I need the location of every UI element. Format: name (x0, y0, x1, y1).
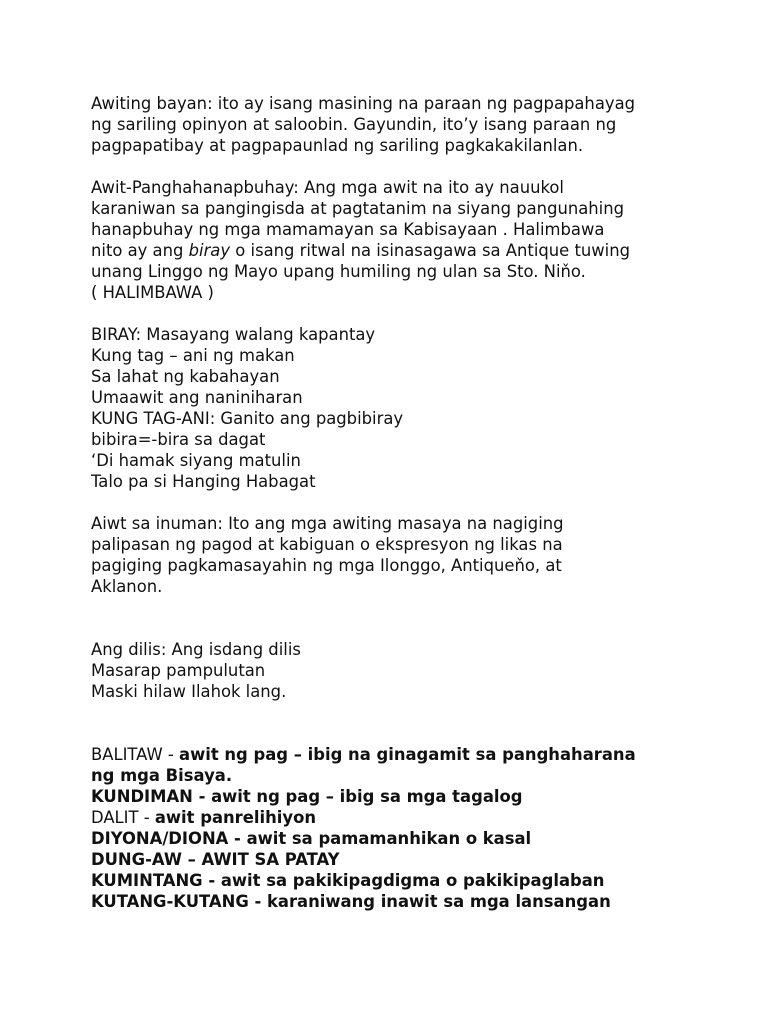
song-line: Umaawit ang naniniharan (91, 388, 303, 407)
text-segment: nito ay ang (91, 241, 189, 260)
paragraph-spacer (91, 597, 741, 639)
text-line: pagpapatibay at pagpapaunlad ng sariling pagkakakilanlan. (91, 136, 584, 155)
text-line: ( HALIMBAWA ) (91, 283, 214, 302)
paragraph-spacer (91, 156, 741, 177)
term-label: DALIT - (91, 808, 155, 827)
paragraph-spacer (91, 492, 741, 513)
text-line: hanapbuhay ng mga mamamayan sa Kabisayaan . Halimbawa (91, 220, 605, 239)
paragraph-spacer (91, 303, 741, 324)
song-type-dungaw: DUNG-AW – AWIT SA PATAY (91, 850, 340, 869)
term-label: BALITAW - (91, 745, 180, 764)
text-line: Awit-Panghahanapbuhay: Ang mga awit na ito ay nauukol (91, 178, 564, 197)
text-line (91, 240, 741, 261)
song-line: ‘Di hamak siyang matulin (91, 451, 301, 470)
text-line: ng sariling opinyon at saloobin. Gayundin, ito’y isang paraan ng (91, 115, 617, 134)
song-type-diyona: DIYONA/DIONA - awit sa pamamanhikan o kasal (91, 829, 532, 848)
song-type-dalit (91, 807, 741, 828)
paragraph-spacer (91, 702, 741, 744)
song-line: BIRAY: Masayang walang kapantay (91, 325, 376, 344)
text-line: karaniwan sa pangingisda at pagtatanim na siyang pangunahing (91, 199, 625, 218)
document-page (91, 93, 741, 912)
song-line: Sa lahat ng kabahayan (91, 367, 280, 386)
text-line: Aiwt sa inuman: Ito ang mga awiting masaya na nagiging (91, 514, 564, 533)
text-line: unang Linggo ng Mayo upang humiling ng ulan sa Sto. Niňo. (91, 262, 586, 281)
italic-term-biray: biray (188, 241, 231, 260)
song-biray (91, 324, 741, 492)
song-line: bibira=-bira sa dagat (91, 430, 266, 449)
song-line: Kung tag – ani ng makan (91, 346, 295, 365)
paragraph-awit-sa-inuman (91, 513, 741, 597)
text-line: Aklanon. (91, 577, 163, 596)
song-line: Talo pa si Hanging Habagat (91, 472, 316, 491)
song-types-list (91, 744, 741, 912)
song-type-balitaw-cont: ng mga Bisaya. (91, 766, 233, 785)
term-definition: awit ng pag – ibig na ginagamit sa panghaharana (179, 745, 636, 764)
song-type-kundiman: KUNDIMAN - awit ng pag – ibig sa mga tagalog (91, 787, 523, 806)
text-line: palipasan ng pagod at kabiguan o ekspresyon ng likas na (91, 535, 563, 554)
song-dilis (91, 639, 741, 702)
song-line: Maski hilaw Ilahok lang. (91, 682, 287, 701)
text-segment: o isang ritwal na isinasagawa sa Antique tuwing (230, 241, 631, 260)
paragraph-panghahanapbuhay (91, 177, 741, 303)
text-line: pagiging pagkamasayahin ng mga Ilonggo, Antiqueňo, at (91, 556, 562, 575)
song-line: Ang dilis: Ang isdang dilis (91, 640, 301, 659)
text-line: Awiting bayan: ito ay isang masining na paraan ng pagpapahayag (91, 94, 636, 113)
paragraph-awiting-bayan (91, 93, 741, 156)
song-type-kutang-kutang: KUTANG-KUTANG - karaniwang inawit sa mga lansangan (91, 892, 611, 911)
song-type-kumintang: KUMINTANG - awit sa pakikipagdigma o pakikipaglaban (91, 871, 605, 890)
song-type-balitaw (91, 744, 741, 765)
song-line: KUNG TAG-ANI: Ganito ang pagbibiray (91, 409, 404, 428)
song-line: Masarap pampulutan (91, 661, 266, 680)
term-definition: awit panrelihiyon (154, 808, 317, 827)
